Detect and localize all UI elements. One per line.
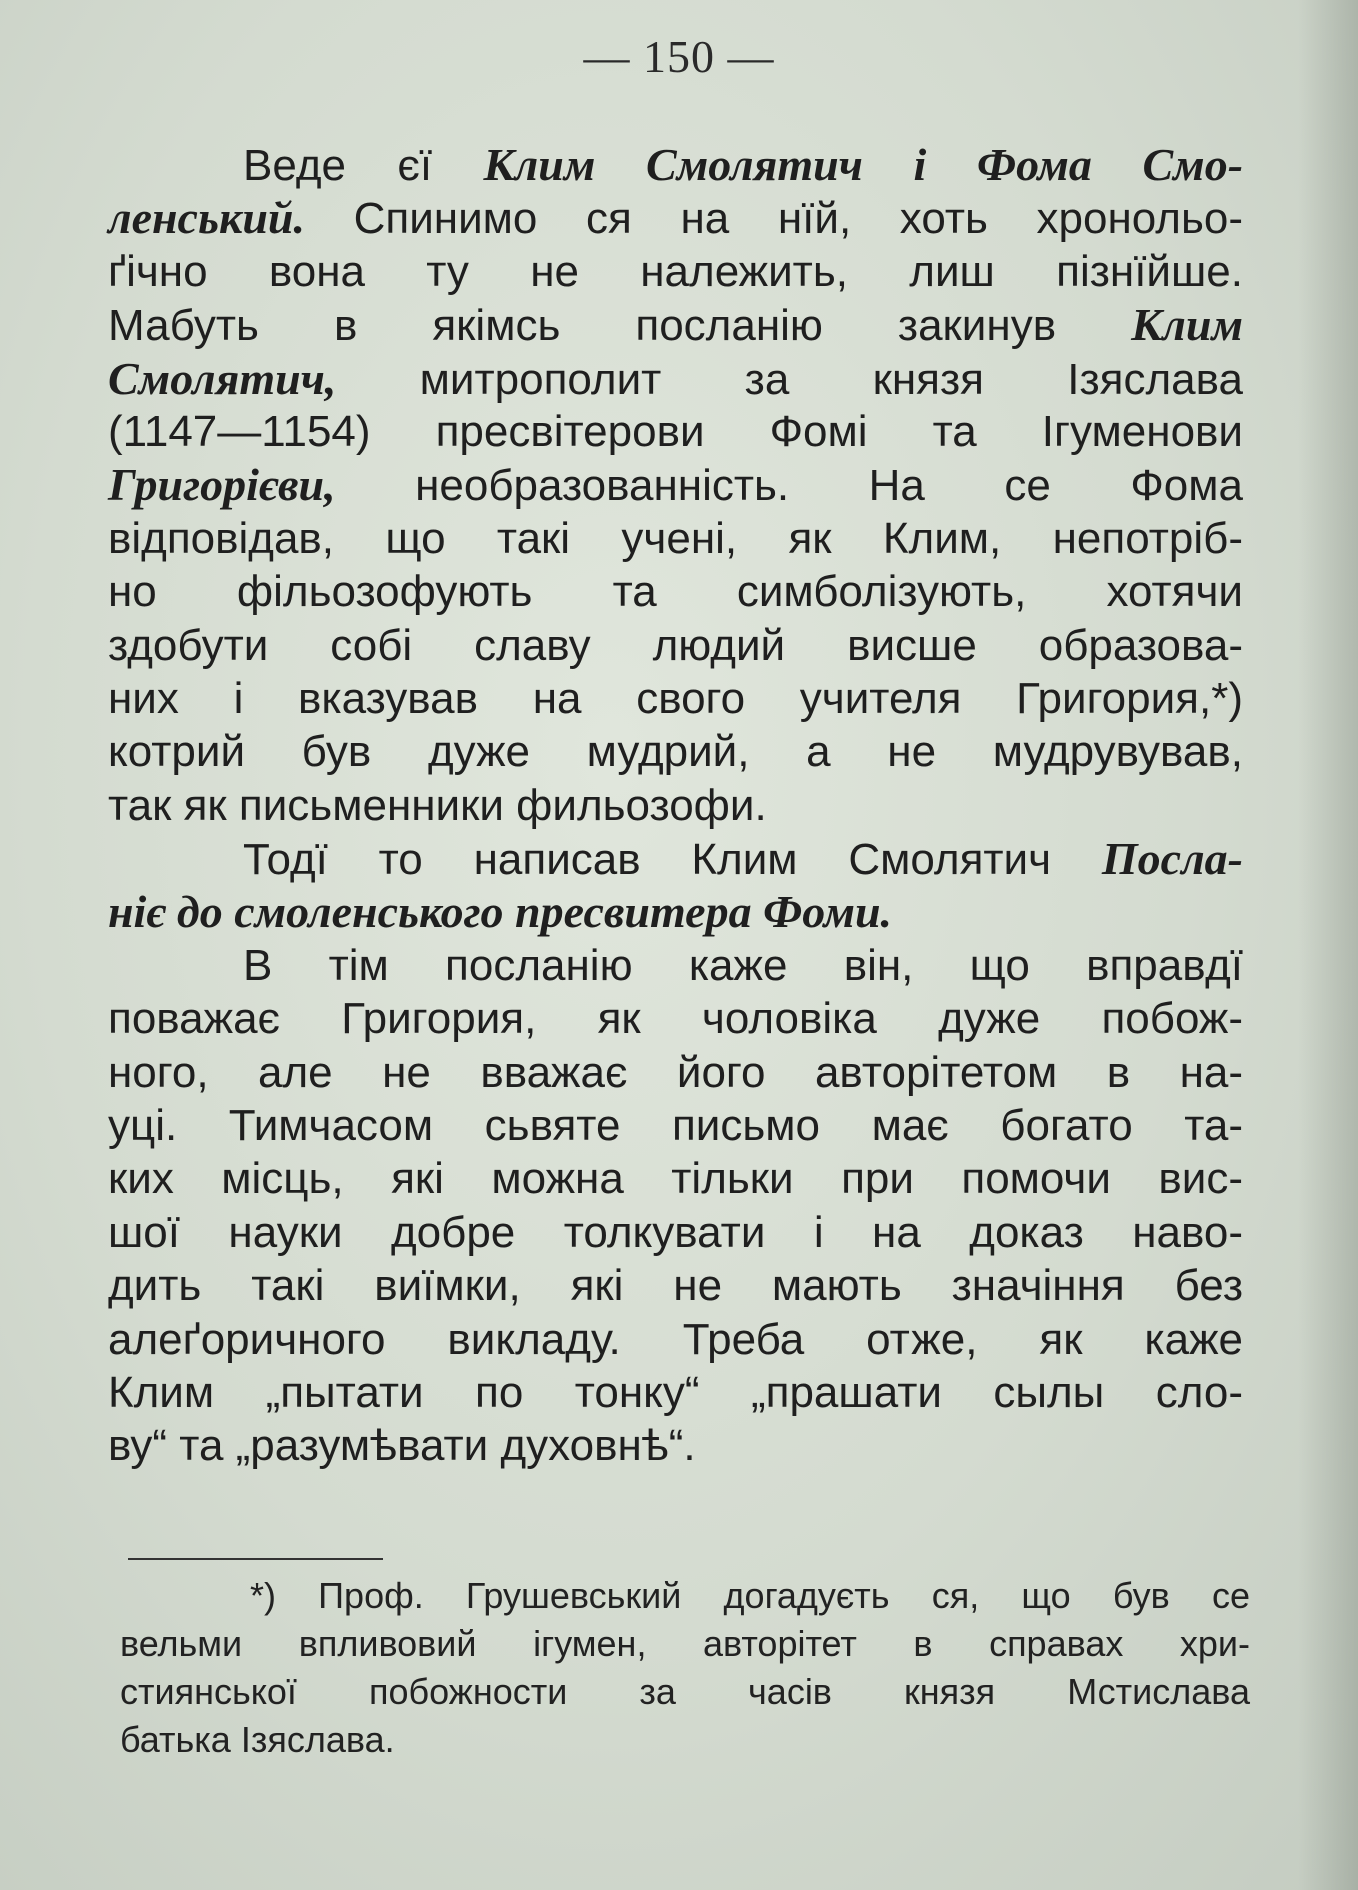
- text-segment: Клим „пытати по тонку“ „прашати сылы сло-: [108, 1367, 1243, 1417]
- text-segment: В тім посланію каже він, що вправдї: [243, 940, 1243, 990]
- main-text: [108, 138, 1243, 1473]
- text-line: [108, 725, 1243, 778]
- text-line: [108, 885, 1243, 938]
- footnote-line: стиянської побожности за часів князя Мстислава: [120, 1671, 1250, 1712]
- text-segment: Веде єї: [243, 141, 484, 190]
- text-line: [108, 1419, 1243, 1472]
- text-segment: Спинимо ся на нїй, хоть хронольо-: [304, 194, 1243, 244]
- page-number: — 150 —: [583, 31, 775, 82]
- italic-segment: Клим Смолятич і Фома Смо-: [483, 139, 1244, 190]
- text-line: [108, 1313, 1243, 1366]
- text-segment: так як письменники фильозофи.: [108, 780, 767, 830]
- text-line: [108, 619, 1243, 672]
- italic-segment: Посла-: [1101, 833, 1243, 885]
- text-segment: котрий був дуже мудрий, а не мудрувував,: [108, 727, 1243, 777]
- text-segment: ного, але не вважає його авторітетом в на-: [108, 1047, 1243, 1097]
- text-line: [108, 191, 1243, 244]
- text-line: [108, 1046, 1243, 1099]
- text-segment: необразованність. На се Фома: [335, 461, 1243, 511]
- text-line: [108, 352, 1243, 405]
- text-line: [108, 1099, 1243, 1152]
- footnote-line: вельми впливовий ігумен, авторітет в справах хри-: [120, 1623, 1250, 1664]
- page-edge-shadow: [1298, 0, 1358, 1890]
- text-line: [108, 405, 1243, 458]
- text-line: [108, 1259, 1243, 1312]
- text-segment: ких місць, які можна тільки при помочи вис-: [108, 1154, 1243, 1204]
- text-line: [108, 138, 1243, 191]
- text-segment: них і вказував на свого учителя Григория,*): [108, 673, 1243, 723]
- text-segment: митрополит за князя Ізяслава: [336, 354, 1243, 404]
- text-line: [108, 939, 1243, 992]
- text-segment: здобути собі славу людий висше образова-: [108, 620, 1243, 670]
- text-line: [108, 458, 1243, 511]
- text-line: [108, 779, 1243, 832]
- footnote-line: *) Проф. Грушевський догадуєть ся, що був се: [250, 1575, 1250, 1616]
- text-segment: ву“ та „разумѣвати духовнѣ“.: [108, 1421, 696, 1471]
- text-line: [108, 565, 1243, 618]
- text-line: [108, 832, 1243, 885]
- text-segment: Тодї то написав Клим Смолятич: [243, 835, 1102, 885]
- text-segment: відповідав, що такі учені, як Клим, непотріб-: [108, 513, 1243, 563]
- text-segment: но фільозофують та симболізують, хотячи: [108, 567, 1243, 617]
- text-segment: шої науки добре толкувати і на доказ наво-: [108, 1207, 1243, 1257]
- text-segment: ґічно вона ту не належить, лиш пізнїйше.: [108, 246, 1243, 296]
- text-line: [108, 672, 1243, 725]
- text-segment: Мабуть в якімсь посланію закинув: [108, 301, 1132, 351]
- footnote-divider: [128, 1558, 383, 1560]
- text-segment: уці. Тимчасом сьвяте письмо має богато та-: [108, 1101, 1243, 1151]
- text-line: [108, 1152, 1243, 1205]
- text-line: [108, 245, 1243, 298]
- text-segment: алеґоричного викладу. Треба отже, як каже: [108, 1314, 1243, 1364]
- text-segment: (1147—1154) пресвітерови Фомі та Ігуменови: [108, 406, 1243, 456]
- text-line: [108, 1366, 1243, 1419]
- italic-segment: Григорієви,: [108, 459, 336, 511]
- text-line: [108, 298, 1243, 351]
- footnote: [120, 1572, 1250, 1764]
- italic-segment: ленський.: [108, 192, 305, 244]
- footnote-line: батька Ізяслава.: [120, 1719, 395, 1760]
- text-line: [108, 512, 1243, 565]
- italic-segment: ніє до смоленського пресвитера Фоми.: [108, 886, 893, 938]
- text-segment: поважає Григория, як чоловіка дуже побож-: [108, 994, 1243, 1044]
- text-line: [108, 992, 1243, 1045]
- italic-segment: Клим: [1131, 299, 1243, 351]
- italic-segment: Смолятич,: [108, 352, 337, 404]
- text-segment: дить такі виїмки, які не мають значіння без: [108, 1261, 1243, 1311]
- text-line: [108, 1206, 1243, 1259]
